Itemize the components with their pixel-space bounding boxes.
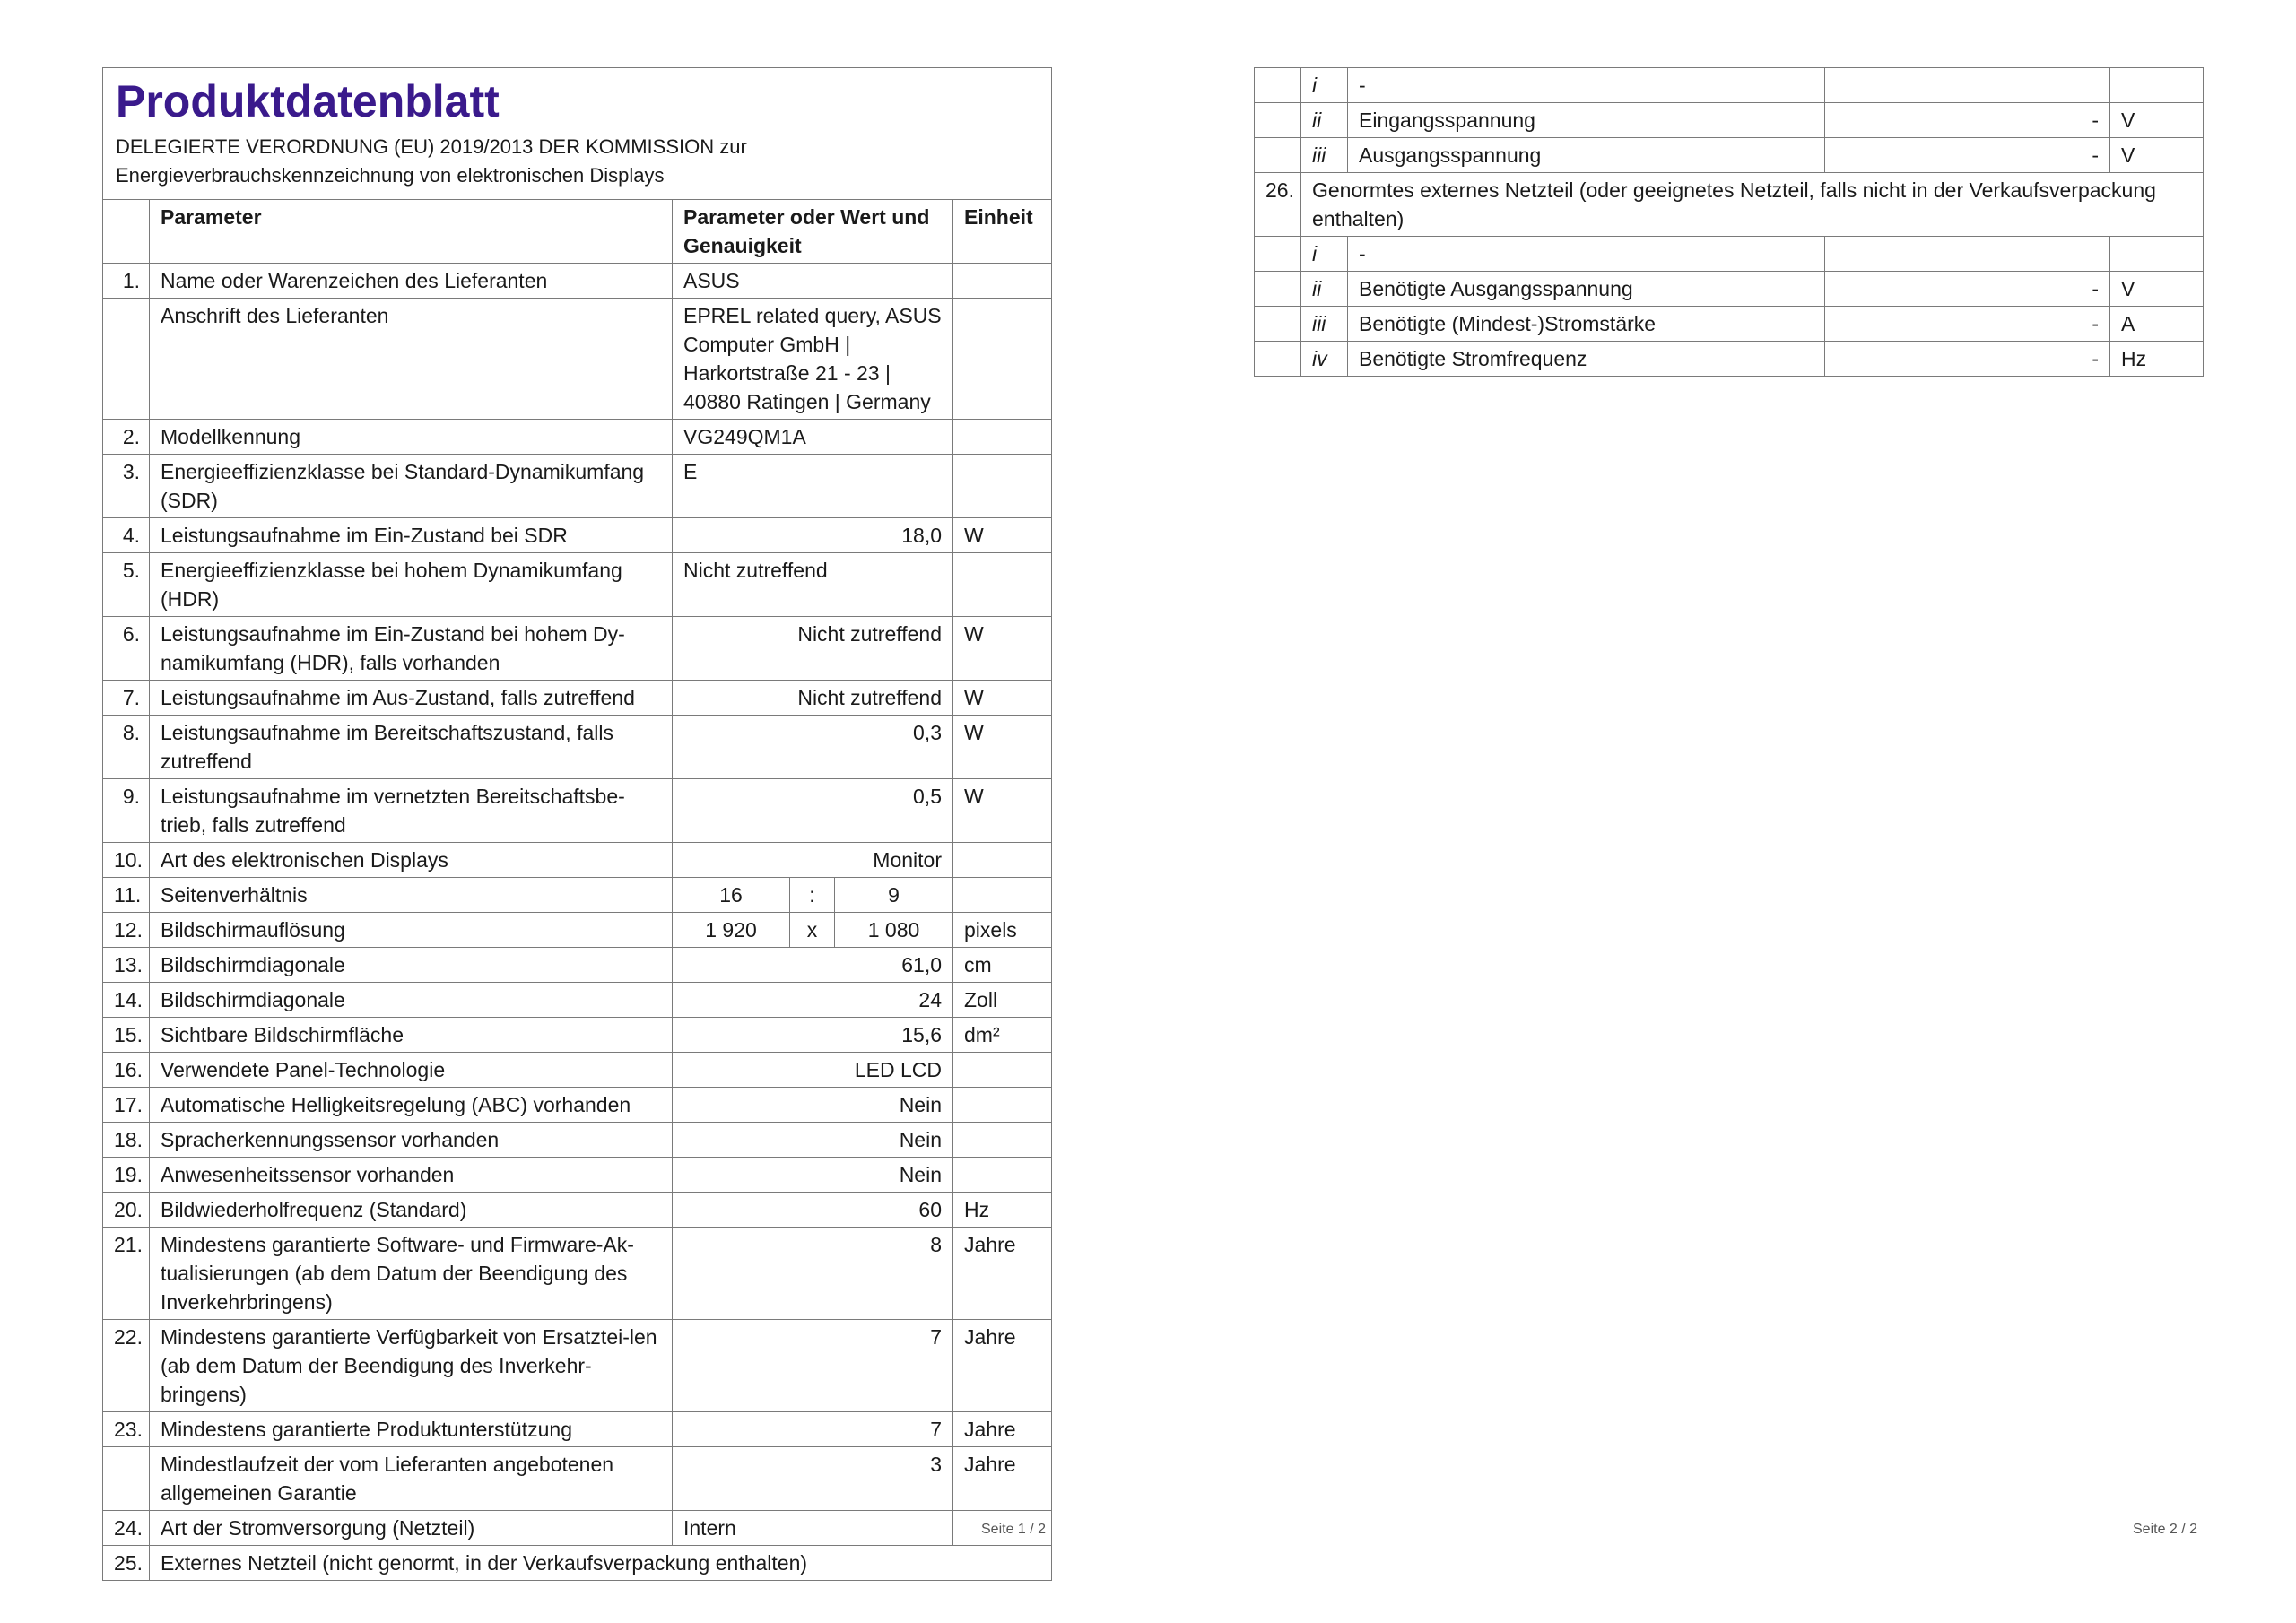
subtitle-line-1: DELEGIERTE VERORDNUNG (EU) 2019/2013 DER KOMMISSION zur — [116, 135, 747, 158]
page-1 — [102, 67, 1051, 1581]
table-row: 25. Externes Netzteil (nicht genormt, in der Verkaufsverpackung enthalten) — [103, 1546, 1052, 1581]
table-row: 6. Leistungsaufnahme im Ein-Zustand bei hohem Dy-namikumfang (HDR), falls vorhanden Nicht zutreffend W — [103, 617, 1052, 681]
power-supply-table — [1254, 67, 2204, 377]
table-row: 15. Sichtbare Bildschirmfläche 15,6 dm² — [103, 1018, 1052, 1053]
table-row: 22. Mindestens garantierte Verfügbarkeit von Ersatztei-len (ab dem Datum der Beendigung des Inverkehr-bringens) 7 Jahre — [103, 1320, 1052, 1412]
table-row: 4. Leistungsaufnahme im Ein-Zustand bei SDR 18,0 W — [103, 518, 1052, 553]
table-row: Mindestlaufzeit der vom Lieferanten angebotenen allgemeinen Garantie 3 Jahre — [103, 1447, 1052, 1511]
table-row: 21. Mindestens garantierte Software- und Firmware-Ak-tualisierungen (ab dem Datum der Beendigung des Inverkehrbringens) 8 Jahre — [103, 1228, 1052, 1320]
header-block — [103, 68, 1052, 200]
table-row: i - — [1255, 68, 2204, 103]
table-row: 17. Automatische Helligkeitsregelung (ABC) vorhanden Nein — [103, 1088, 1052, 1123]
table-row: iii Ausgangsspannung - V — [1255, 138, 2204, 173]
table-row: 7. Leistungsaufnahme im Aus-Zustand, falls zutreffend Nicht zutreffend W — [103, 681, 1052, 716]
page-title: Produktdatenblatt — [116, 76, 500, 126]
table-row: iii Benötigte (Mindest-)Stromstärke - A — [1255, 307, 2204, 342]
page-2 — [1254, 67, 2203, 377]
table-row: 9. Leistungsaufnahme im vernetzten Bereitschaftsbe-trieb, falls zutreffend 0,5 W — [103, 779, 1052, 843]
table-row: iv Benötigte Stromfrequenz - Hz — [1255, 342, 2204, 377]
table-row: ii Benötigte Ausgangsspannung - V — [1255, 272, 2204, 307]
page-number-footer: Seite 1 / 2 — [981, 1522, 1047, 1537]
column-header-value: Parameter oder Wert und Genauigkeit — [673, 200, 953, 264]
table-row: Anschrift des Lieferanten EPREL related query, ASUS Computer GmbH | Harkortstraße 21 - 23 | 40880 Ratingen | Germany — [103, 299, 1052, 420]
page-number-footer: Seite 2 / 2 — [2133, 1522, 2198, 1537]
table-row: 24. Art der Stromversorgung (Netzteil) Intern — [103, 1511, 1052, 1546]
table-row: 18. Spracherkennungssensor vorhanden Nein — [103, 1123, 1052, 1158]
table-row: i - — [1255, 237, 2204, 272]
table-row: 1. Name oder Warenzeichen des Lieferanten ASUS — [103, 264, 1052, 299]
product-datasheet-table — [102, 67, 1052, 1581]
table-row: 8. Leistungsaufnahme im Bereitschaftszustand, falls zutreffend 0,3 W — [103, 716, 1052, 779]
table-row: 14. Bildschirmdiagonale 24 Zoll — [103, 983, 1052, 1018]
table-row: 5. Energieeffizienzklasse bei hohem Dynamikumfang (HDR) Nicht zutreffend — [103, 553, 1052, 617]
table-row: 2. Modellkennung VG249QM1A — [103, 420, 1052, 455]
table-row: 23. Mindestens garantierte Produktunterstützung 7 Jahre — [103, 1412, 1052, 1447]
regulation-subtitle — [116, 133, 1039, 190]
table-row: 11. Seitenverhältnis 16 : 9 — [103, 878, 1052, 913]
table-row: 20. Bildwiederholfrequenz (Standard) 60 Hz — [103, 1193, 1052, 1228]
column-header-parameter: Parameter — [150, 200, 673, 264]
table-row: 26. Genormtes externes Netzteil (oder geeignetes Netzteil, falls nicht in der Verkaufsverpackung enthalten) — [1255, 173, 2204, 237]
table-row: 19. Anwesenheitssensor vorhanden Nein — [103, 1158, 1052, 1193]
table-row: ii Eingangsspannung - V — [1255, 103, 2204, 138]
table-row: 12. Bildschirmauflösung 1 920 x 1 080 pixels — [103, 913, 1052, 948]
column-header-unit: Einheit — [953, 200, 1052, 264]
table-row: 10. Art des elektronischen Displays Monitor — [103, 843, 1052, 878]
table-row: 13. Bildschirmdiagonale 61,0 cm — [103, 948, 1052, 983]
table-row: 3. Energieeffizienzklasse bei Standard-Dynamikumfang (SDR) E — [103, 455, 1052, 518]
table-header-row — [103, 200, 1052, 264]
subtitle-line-2: Energieverbrauchskennzeichnung von elektronischen Displays — [116, 164, 665, 187]
table-row: 16. Verwendete Panel-Technologie LED LCD — [103, 1053, 1052, 1088]
